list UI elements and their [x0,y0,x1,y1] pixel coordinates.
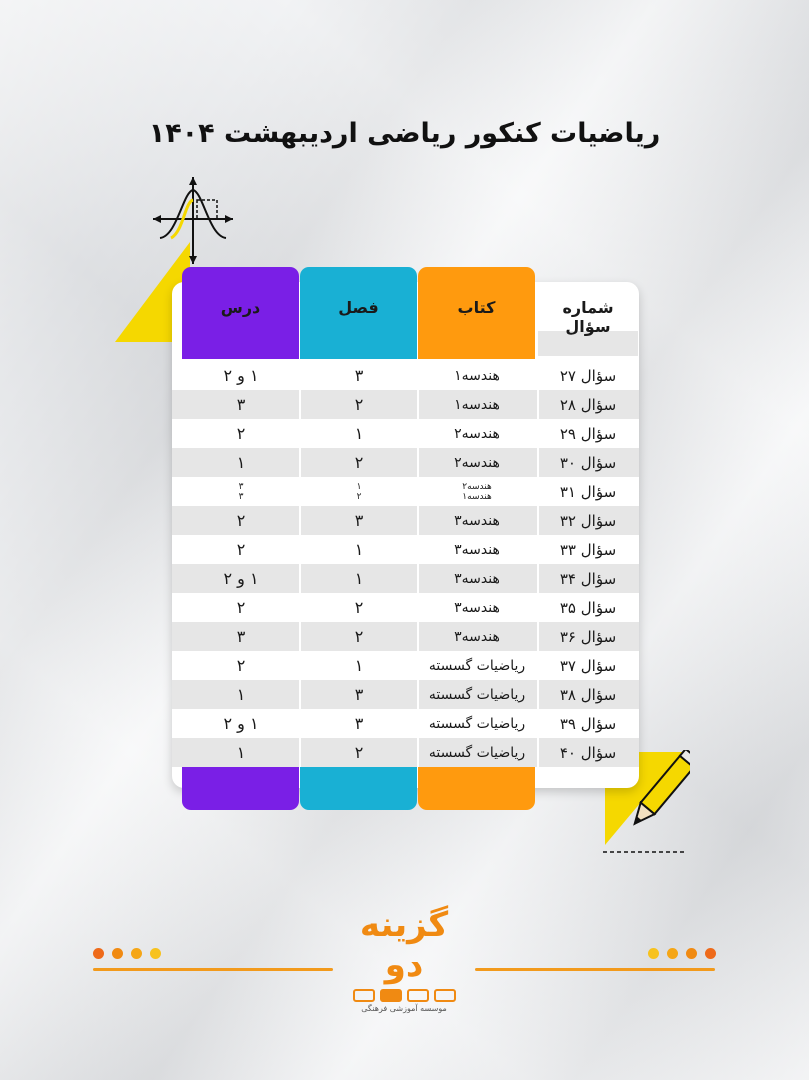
cell-question: سؤال ۲۸ [559,395,617,414]
logo-box [380,989,402,1002]
cell-chapter: ۳ [354,685,364,704]
cell-book: هندسه۲ [454,425,500,442]
header-question: شماره سؤال [562,298,614,336]
header-book: کتاب [457,298,496,317]
table-row [172,506,639,535]
cell-book-line-2: هندسه۱ [462,491,492,502]
column-divider [299,361,301,767]
cell-lesson: ۱ [236,453,246,472]
book-column-footer-band [418,763,535,810]
cell-chapter: ۲ [354,598,364,617]
cell-book: هندسه۳ [454,628,500,645]
cell-chapter: ۳ [354,511,364,530]
table-row [172,709,639,738]
cell-question: سؤال ۳۹ [559,714,617,733]
table-row [172,477,639,506]
cell-chapter: ۱ [354,424,364,443]
cell-lesson-line-1: ۳ [238,481,244,492]
footer-dot [93,948,104,959]
cell-chapter: ۲ [354,743,364,762]
cell-lesson: ۲ [236,511,246,530]
cell-book: هندسه۳ [454,541,500,558]
cell-book: هندسه۳ [454,599,500,616]
cell-lesson: ۲ [236,656,246,675]
cell-chapter: ۳ [354,714,364,733]
table-row [172,622,639,651]
logo-box [353,989,375,1002]
footer-line-left [93,968,333,971]
cell-book: ریاضیات گسسته [428,744,526,761]
table-row [172,419,639,448]
cell-chapter: ۱ [354,569,364,588]
cell-question: سؤال ۳۱ [559,482,617,501]
cell-book [418,477,536,506]
cell-question: سؤال ۳۳ [559,540,617,559]
footer-line-right [475,968,715,971]
cell-question: سؤال ۳۶ [559,627,617,646]
lesson-column-footer-band [182,763,299,810]
cell-lesson: ۳ [236,627,246,646]
cell-question: سؤال ۳۵ [559,598,617,617]
cell-book: هندسه۲ [454,454,500,471]
cell-chapter-line-2: ۲ [356,491,362,502]
table-row [172,390,639,419]
page-title: ریاضیات کنکور ریاضی اردیبهشت ۱۴۰۴ [148,118,661,149]
brand-logo [348,905,460,1013]
cell-chapter [300,477,418,506]
cell-lesson [182,477,300,506]
logo-subtitle: موسسه آموزشی فرهنگی [361,1004,447,1013]
chapter-column-footer-band [300,763,417,810]
footer-dot [686,948,697,959]
table-row [172,535,639,564]
header-chapter: فصل [338,298,379,317]
footer-dot [150,948,161,959]
footer-dot [112,948,123,959]
cell-chapter: ۲ [354,627,364,646]
cell-lesson: ۲ [236,598,246,617]
cell-question: سؤال ۳۲ [559,511,617,530]
cell-question: سؤال ۳۷ [559,656,617,675]
cell-question: سؤال ۳۸ [559,685,617,704]
cell-question: سؤال ۲۹ [559,424,617,443]
footer-dot [667,948,678,959]
column-divider [417,361,419,767]
cell-book-line-1: هندسه۲ [462,481,492,492]
table-row [172,738,639,767]
cell-lesson: ۱ و ۲ [223,569,259,588]
cell-lesson: ۱ و ۲ [223,366,259,385]
logo-box [407,989,429,1002]
cell-chapter-line-1: ۱ [356,481,362,492]
table-row [172,448,639,477]
cell-book: ریاضیات گسسته [428,686,526,703]
logo-name: گزینه دو [359,905,449,985]
footer-dot [131,948,142,959]
logo-box [434,989,456,1002]
logo-boxes [348,989,460,1002]
table-row [172,361,639,390]
cell-chapter: ۲ [354,453,364,472]
cell-lesson: ۱ [236,685,246,704]
cell-question: سؤال ۲۷ [559,366,617,385]
cell-lesson: ۳ [236,395,246,414]
cell-chapter: ۱ [354,656,364,675]
cell-book: هندسه۳ [454,570,500,587]
cell-lesson: ۱ [236,743,246,762]
cell-chapter: ۲ [354,395,364,414]
cell-chapter: ۱ [354,540,364,559]
table-row [172,680,639,709]
cell-lesson: ۲ [236,540,246,559]
cell-book: ریاضیات گسسته [428,657,526,674]
cell-question: سؤال ۳۴ [559,569,617,588]
cell-book: هندسه۱ [454,396,500,413]
cell-book: ریاضیات گسسته [428,715,526,732]
cell-lesson: ۱ و ۲ [223,714,259,733]
header-lesson: درس [220,298,261,317]
cell-question: سؤال ۳۰ [559,453,617,472]
table-row [172,651,639,680]
table-row [172,593,639,622]
cell-book: هندسه۱ [454,367,500,384]
footer-dot [705,948,716,959]
cell-lesson-line-2: ۳ [238,491,244,502]
table-row [172,564,639,593]
footer-dot [648,948,659,959]
cell-lesson: ۲ [236,424,246,443]
cell-question: سؤال ۴۰ [559,743,617,762]
cell-book: هندسه۳ [454,512,500,529]
column-divider [537,361,539,767]
cell-chapter: ۳ [354,366,364,385]
